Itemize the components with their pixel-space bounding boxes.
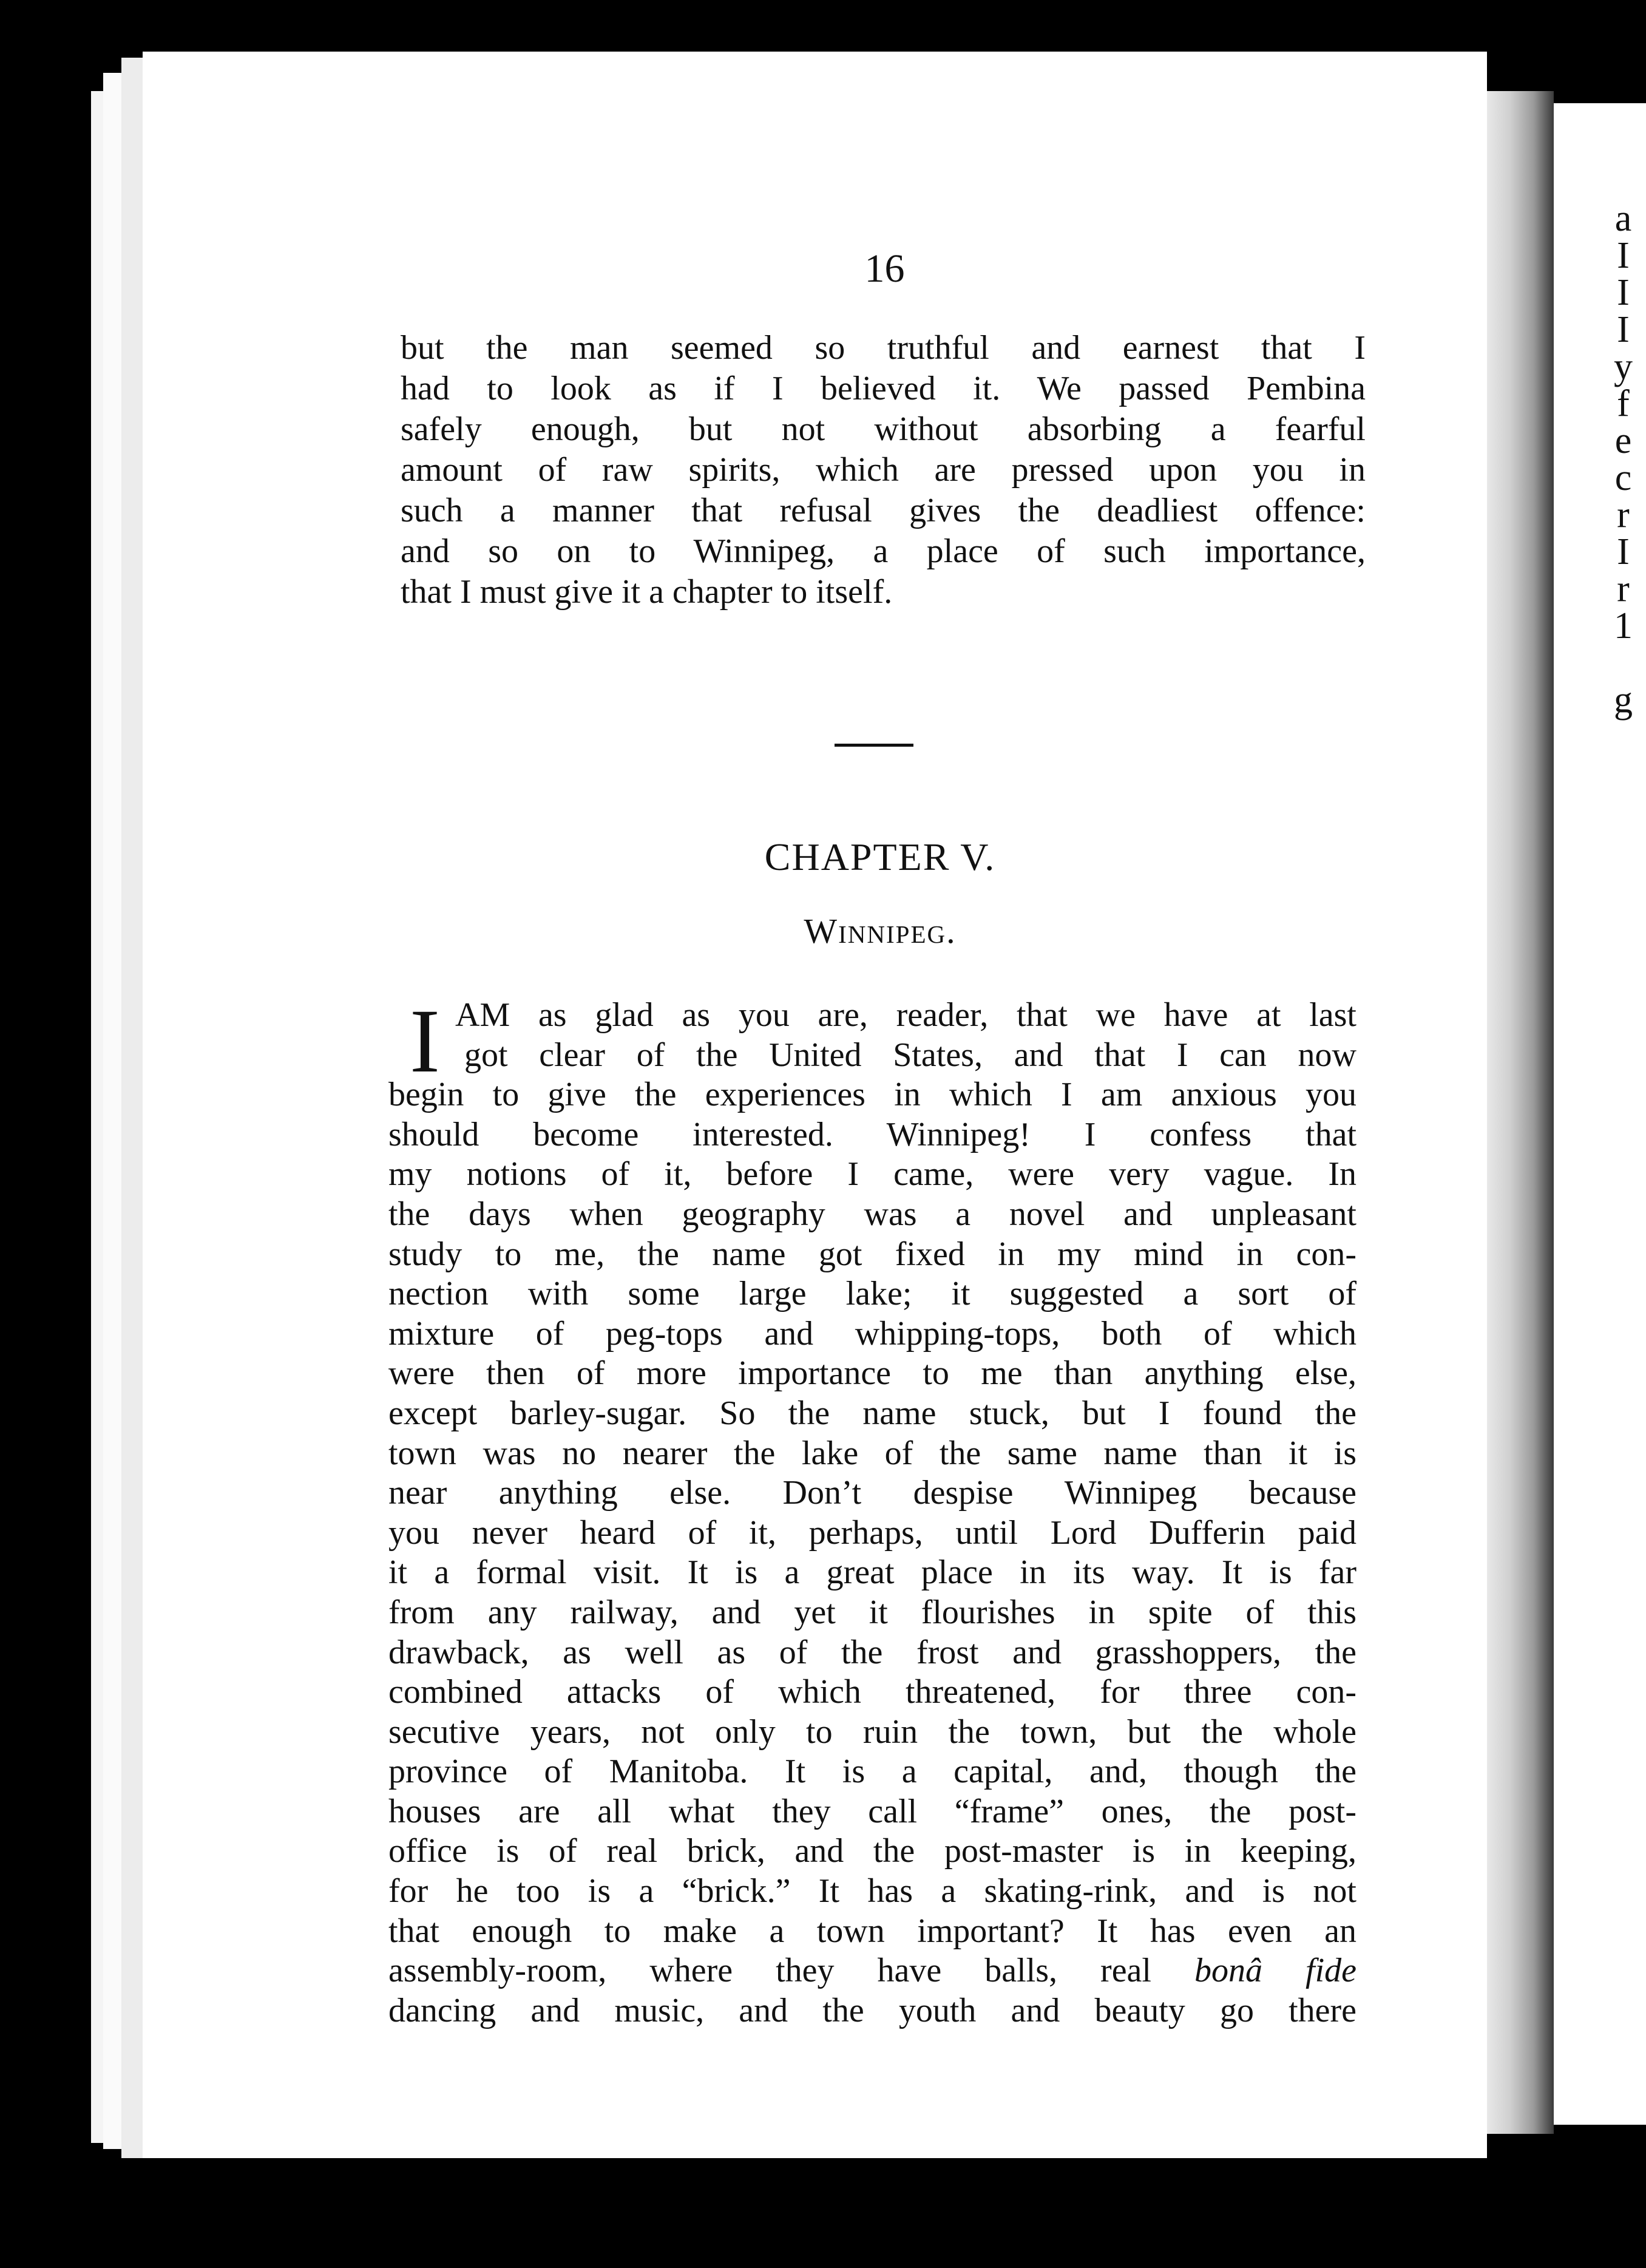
text-line: secutive years, not only to ruin the town, but the whole bbox=[388, 1713, 1356, 1751]
text-line: from any railway, and yet it flourishes in spite of this bbox=[388, 1593, 1356, 1631]
drop-cap: I bbox=[410, 991, 440, 1092]
text-line: and so on to Winnipeg, a place of such importance, bbox=[401, 532, 1366, 570]
text-fragment: assembly-room, where they have balls, real bbox=[388, 1952, 1151, 1990]
text-line: for he too is a “brick.” It has a skating-rink, and is not bbox=[388, 1872, 1356, 1910]
text-line: the days when geography was a novel and unpleasant bbox=[388, 1195, 1356, 1233]
italic-phrase: bonâ fide bbox=[1194, 1952, 1356, 1990]
adjacent-page-letter: 1 bbox=[1614, 605, 1633, 647]
adjacent-page-letter: r bbox=[1617, 494, 1630, 535]
text-line: mixture of peg-tops and whipping-tops, both of which bbox=[388, 1314, 1356, 1353]
text-line: near anything else. Don’t despise Winnipeg because bbox=[388, 1474, 1356, 1512]
book-gutter bbox=[1487, 91, 1554, 2134]
text-line: study to me, the name got fixed in my mind in con- bbox=[388, 1235, 1356, 1273]
adjacent-page-letter: y bbox=[1614, 346, 1633, 387]
text-line: province of Manitoba. It is a capital, and, though the bbox=[388, 1753, 1356, 1791]
text-line: you never heard of it, perhaps, until Lord Dufferin paid bbox=[388, 1513, 1356, 1552]
text-line: that enough to make a town important? It has even an bbox=[388, 1912, 1356, 1950]
paragraph-continuation bbox=[401, 328, 1366, 613]
text-line: combined attacks of which threatened, for three con- bbox=[388, 1673, 1356, 1711]
text-line: my notions of it, before I came, were very vague. In bbox=[388, 1155, 1356, 1193]
text-line: dancing and music, and the youth and beauty go there bbox=[388, 1991, 1356, 2029]
text-line: such a manner that refusal gives the deadliest offence: bbox=[401, 492, 1366, 529]
adjacent-page-letter: I bbox=[1617, 272, 1630, 313]
page-edge-stack bbox=[121, 58, 146, 2158]
text-line: that I must give it a chapter to itself. bbox=[401, 573, 893, 611]
adjacent-page-letter bbox=[1610, 645, 1637, 682]
page-number: 16 bbox=[864, 246, 905, 291]
adjacent-page-letter: I bbox=[1617, 309, 1630, 350]
text-line: AM as glad as you are, reader, that we have at last bbox=[455, 996, 1356, 1034]
adjacent-page-letter: f bbox=[1617, 383, 1630, 424]
chapter-body bbox=[388, 991, 1356, 2031]
adjacent-page-letter: I bbox=[1617, 531, 1630, 572]
text-line: were then of more importance to me than anything else, bbox=[388, 1354, 1356, 1393]
chapter-subtitle: Winnipeg. bbox=[804, 911, 957, 951]
text-line: except barley-sugar. So the name stuck, but I found the bbox=[388, 1394, 1356, 1432]
text-line: but the man seemed so truthful and earnest that I bbox=[401, 329, 1366, 367]
text-line: safely enough, but not without absorbing a fearful bbox=[401, 410, 1366, 448]
text-line: houses are all what they call “frame” ones, the post- bbox=[388, 1792, 1356, 1830]
text-line: office is of real brick, and the post-master is in keeping, bbox=[388, 1832, 1356, 1870]
text-line: should become interested. Winnipeg! I confess that bbox=[388, 1115, 1356, 1153]
chapter-title: CHAPTER V. bbox=[764, 835, 996, 878]
text-line: town was no nearer the lake of the same name than it is bbox=[388, 1434, 1356, 1472]
text-line: amount of raw spirits, which are pressed upon you in bbox=[401, 451, 1366, 489]
adjacent-page-letter: I bbox=[1617, 235, 1630, 276]
adjacent-page-letter: a bbox=[1614, 198, 1632, 239]
adjacent-page-letter: e bbox=[1614, 420, 1632, 461]
text-line: begin to give the experiences in which I am anxious you bbox=[388, 1076, 1356, 1114]
section-divider bbox=[835, 744, 913, 747]
text-line: it a formal visit. It is a great place in its way. It is far bbox=[388, 1553, 1356, 1592]
text-line: nection with some large lake; it suggested a sort of bbox=[388, 1275, 1356, 1313]
adjacent-page-letter: r bbox=[1617, 568, 1630, 609]
text-line: drawback, as well as of the frost and grasshoppers, the bbox=[388, 1633, 1356, 1671]
adjacent-page-letter: g bbox=[1614, 679, 1633, 721]
body-lines bbox=[388, 1075, 1356, 1951]
text-line: got clear of the United States, and that I can now bbox=[464, 1036, 1356, 1074]
adjacent-page-letter: c bbox=[1614, 457, 1632, 498]
text-line bbox=[388, 1951, 1356, 1991]
text-line: had to look as if I believed it. We passed Pembina bbox=[401, 370, 1366, 407]
